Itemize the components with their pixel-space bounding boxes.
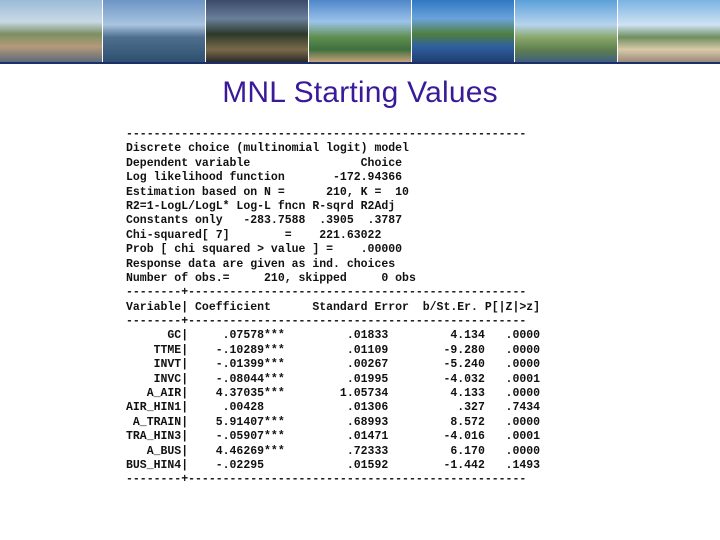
output-line: Response data are given as ind. choices: [126, 257, 396, 271]
photo-banner: [0, 0, 720, 62]
table-row: BUS_HIN4| -.02295 .01592 -1.442 .1493: [126, 458, 541, 472]
table-row: INVT| -.01399*** .00267 -5.240 .0000: [126, 358, 541, 372]
slide-title: MNL Starting Values: [222, 76, 498, 109]
table-row: GC| .07578*** .01833 4.134 .0000: [126, 329, 541, 343]
table-header: Variable| Coefficient Standard Error b/St.Er. P[|Z|>z]: [126, 300, 541, 314]
banner-photo-mountain-lake: [412, 0, 515, 62]
banner-photo-promenade: [206, 0, 309, 62]
output-line: Discrete choice (multinomial logit) model: [126, 142, 409, 156]
output-line: R2=1-LogL/LogL* Log-L fncn R-sqrd R2Adj: [126, 199, 396, 213]
regression-output: [126, 128, 540, 488]
output-line: Prob [ chi squared > value ] = .00000: [126, 243, 403, 257]
output-line: Estimation based on N = 210, K = 10: [126, 185, 409, 199]
output-line: Constants only -283.7588 .3905 .3787: [126, 214, 403, 228]
table-row: INVC| -.08044*** .01995 -4.032 .0001: [126, 372, 541, 386]
table-row: A_BUS| 4.46269*** .72333 6.170 .0000: [126, 444, 541, 458]
output-line: Dependent variable Choice: [126, 156, 403, 170]
output-line: Chi-squared[ 7] = 221.63022: [126, 228, 382, 242]
banner-divider: [0, 62, 720, 64]
table-row: A_AIR| 4.37035*** 1.05734 4.133 .0000: [126, 387, 541, 401]
banner-photo-waterfront: [618, 0, 720, 62]
output-line: Number of obs.= 210, skipped 0 obs: [126, 271, 416, 285]
output-line: --------+-------------------------------------------------: [126, 286, 527, 300]
table-row: TTME| -.10289*** .01109 -9.280 .0000: [126, 343, 541, 357]
output-line: ----------------------------------------------------------: [126, 128, 527, 141]
table-row: A_TRAIN| 5.91407*** .68993 8.572 .0000: [126, 415, 541, 429]
banner-photo-valley: [515, 0, 618, 62]
table-row: TRA_HIN3| -.05907*** .01471 -4.016 .0001: [126, 430, 541, 444]
banner-photo-lakeside-park: [309, 0, 412, 62]
table-row: AIR_HIN1| .00428 .01306 .327 .7434: [126, 401, 541, 415]
banner-photo-lake: [103, 0, 206, 62]
banner-photo-hilltown: [0, 0, 103, 62]
output-line: --------+-------------------------------------------------: [126, 473, 527, 487]
output-line: Log likelihood function -172.94366: [126, 171, 403, 185]
output-line: --------+-------------------------------------------------: [126, 315, 527, 329]
